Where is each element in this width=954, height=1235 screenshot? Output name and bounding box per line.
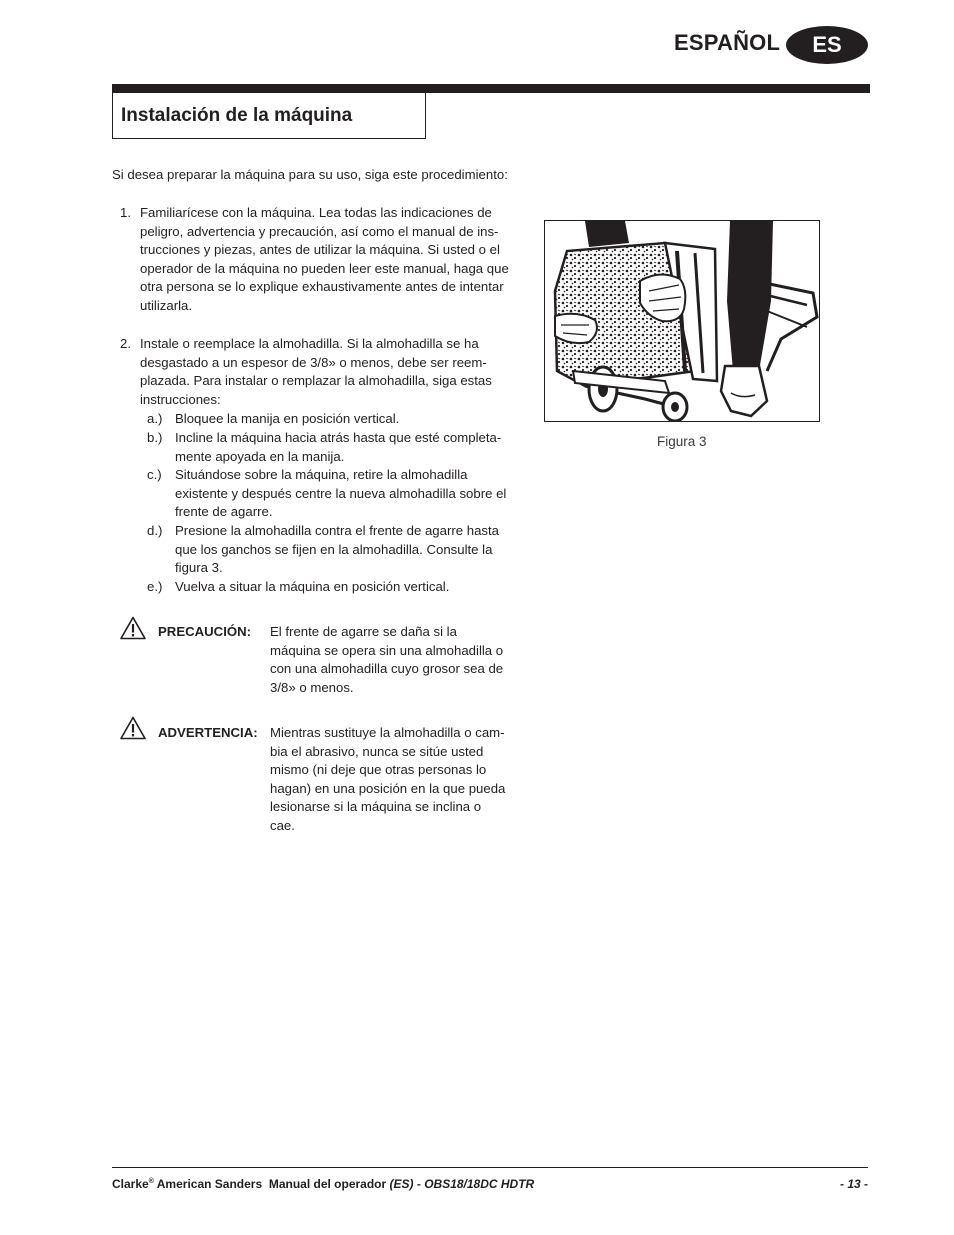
figure-caption: Figura 3 bbox=[657, 434, 707, 449]
text-line: otra persona se lo explique exhaustivamente antes de intentar bbox=[140, 279, 504, 295]
text-line: Vuelva a situar la máquina en posición vertical. bbox=[175, 579, 450, 594]
text-line: Instale o reemplace la almohadilla. Si la almohadilla se ha bbox=[140, 336, 479, 351]
text-line: plazada. Para instalar o remplazar la almohadilla, siga estas bbox=[140, 373, 492, 389]
substep-letter: d.) bbox=[147, 523, 163, 538]
text-line: Familiarícese con la máquina. Lea todas las indicaciones de bbox=[140, 205, 492, 220]
footer-document-info bbox=[112, 1177, 534, 1191]
footer-brand: Clarke bbox=[112, 1177, 149, 1191]
text-line: hagan) en una posición en la que pueda bbox=[270, 780, 506, 796]
section-heading-box bbox=[112, 93, 426, 139]
pad-installation-illustration bbox=[545, 221, 820, 422]
warning-text bbox=[270, 724, 505, 836]
footer-company: American Sanders bbox=[156, 1177, 263, 1191]
text-line: cae. bbox=[270, 817, 295, 833]
footer-manual: Manual del operador bbox=[268, 1177, 387, 1191]
header-rule bbox=[112, 84, 870, 93]
text-line: máquina se opera sin una almohadilla o bbox=[270, 642, 504, 658]
text-line: Bloquee la manija en posición vertical. bbox=[175, 411, 400, 426]
text-line: instrucciones: bbox=[140, 391, 221, 407]
text-line: existente y después centre la nueva almohadilla sobre el bbox=[175, 485, 507, 501]
figure-3-image bbox=[544, 220, 820, 422]
text-line: con una almohadilla cuyo grosor sea de bbox=[270, 661, 504, 677]
text-line: frente de agarre. bbox=[175, 504, 273, 520]
caution-label: PRECAUCIÓN: bbox=[158, 624, 252, 639]
footer-model: (ES) - OBS18/18DC HDTR bbox=[389, 1177, 535, 1191]
text-line: desgastado a un espesor de 3/8» o menos, debe ser reem- bbox=[140, 354, 487, 370]
caution-text bbox=[270, 623, 503, 697]
warning-triangle-icon bbox=[120, 616, 146, 640]
substep-a-text bbox=[175, 410, 399, 429]
substep-c-text bbox=[175, 466, 506, 522]
footer-rule bbox=[112, 1167, 868, 1168]
substep-letter: a.) bbox=[147, 411, 163, 426]
text-line: trucciones y piezas, antes de utilizar la máquina. Si usted o el bbox=[140, 242, 500, 258]
text-line: utilizarla. bbox=[140, 297, 193, 313]
step-number: 2. bbox=[120, 336, 131, 351]
intro-paragraph: Si desea preparar la máquina para su uso, siga este procedimiento: bbox=[112, 167, 508, 182]
text-line: El frente de agarre se daña si la bbox=[270, 624, 457, 639]
substep-e-text bbox=[175, 578, 449, 597]
text-line: que los ganchos se fijen en la almohadilla. Consulte la bbox=[175, 541, 493, 557]
text-line: figura 3. bbox=[175, 560, 223, 576]
text-line: operador de la máquina no pueden leer este manual, haga que bbox=[140, 260, 509, 276]
warning-triangle-icon bbox=[120, 716, 146, 740]
text-line: Incline la máquina hacia atrás hasta que esté completa- bbox=[175, 430, 502, 445]
text-line: Situándose sobre la máquina, retire la almohadilla bbox=[175, 467, 468, 482]
text-line: mente apoyada en la manija. bbox=[175, 448, 345, 464]
text-line: Mientras sustituye la almohadilla o cam- bbox=[270, 725, 505, 740]
substep-letter: e.) bbox=[147, 579, 163, 594]
substep-d-text bbox=[175, 522, 499, 578]
text-line: bia el abrasivo, nunca se sitúe usted bbox=[270, 743, 484, 759]
text-line: mismo (ni deje que otras personas lo bbox=[270, 762, 487, 778]
registered-mark: ® bbox=[148, 1178, 154, 1185]
language-title: ESPAÑOL bbox=[674, 30, 781, 55]
step-1-text bbox=[140, 204, 509, 316]
substep-letter: b.) bbox=[147, 430, 163, 445]
page-number: - 13 - bbox=[840, 1177, 869, 1191]
step-2-text bbox=[140, 335, 492, 409]
section-title: Instalación de la máquina bbox=[121, 105, 353, 126]
language-badge: ES bbox=[786, 26, 868, 64]
step-number: 1. bbox=[120, 205, 131, 220]
text-line: lesionarse si la máquina se inclina o bbox=[270, 799, 482, 815]
substep-letter: c.) bbox=[147, 467, 162, 482]
text-line: peligro, advertencia y precaución, así como el manual de ins- bbox=[140, 223, 499, 239]
substep-b-text bbox=[175, 429, 501, 466]
warning-label: ADVERTENCIA: bbox=[158, 725, 258, 740]
text-line: 3/8» o menos. bbox=[270, 679, 354, 695]
text-line: Presione la almohadilla contra el frente de agarre hasta bbox=[175, 523, 500, 538]
